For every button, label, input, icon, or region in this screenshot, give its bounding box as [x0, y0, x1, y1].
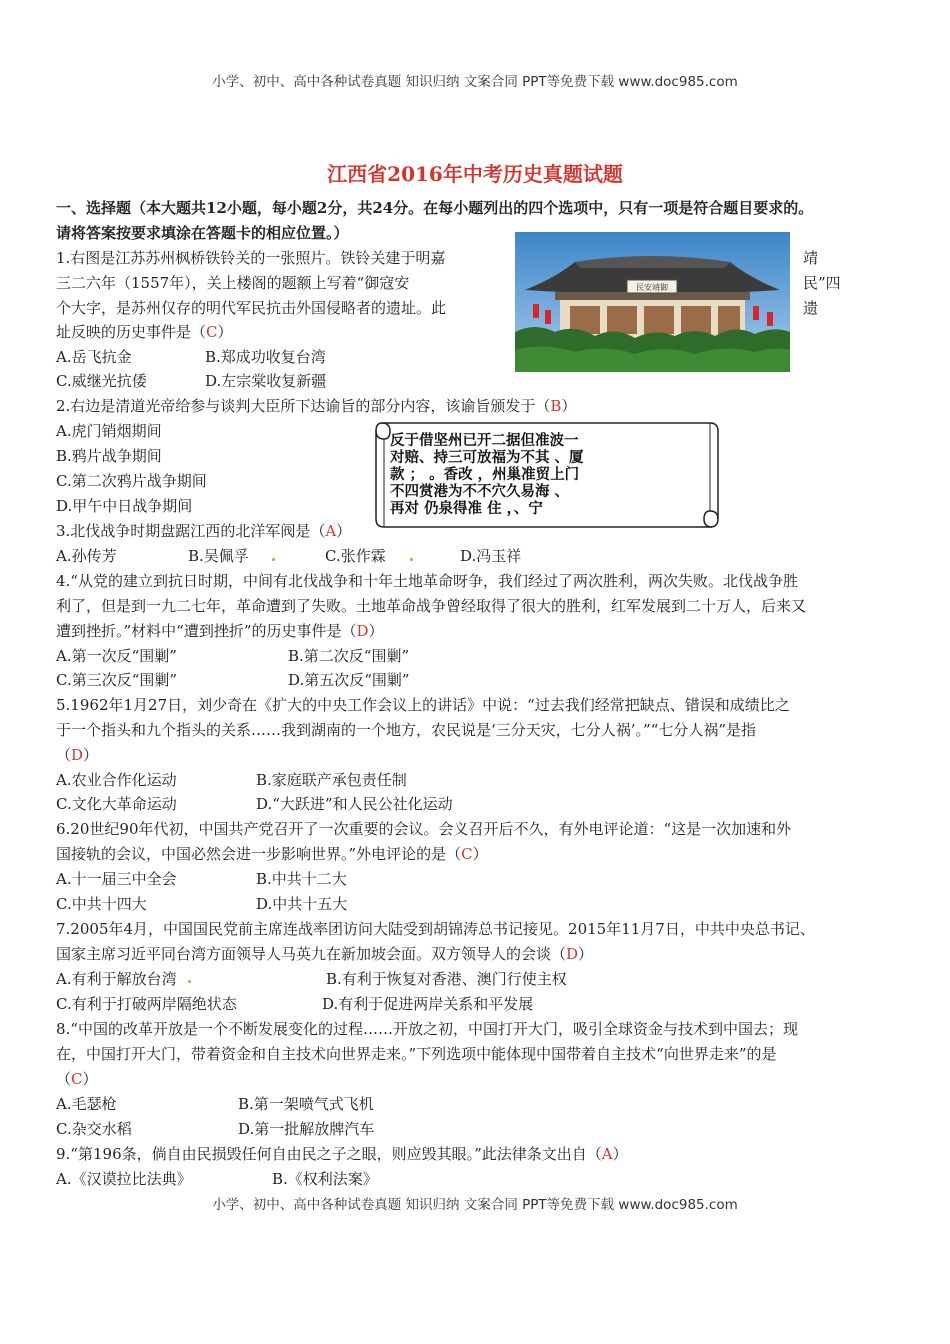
q9-option-a: A.《汉谟拉比法典》: [56, 1170, 192, 1188]
q5-option-a: A.农业合作化运动: [56, 771, 177, 789]
q2-answer: B: [550, 397, 562, 415]
q9-stem: 9.“第196条，倘自由民损毁任何自由民之子之眼，则应毁其眼。”此法律条文出自（A）: [56, 1145, 628, 1163]
q1-stem-line2: 三二六年（1557年），关上楼阁的题额上写着“御寇安: [56, 274, 410, 292]
q4-option-d: D.第五次反“围剿”: [288, 671, 410, 689]
q5-stem-line2: 于一个指头和九个指头的关系……我到湖南的一个地方，农民说是‘三分天灾，七分人祸’。”“七分人祸”是指: [56, 721, 757, 739]
q1-stem-line3-right: 遗: [803, 299, 819, 317]
q8-stem-line1: 8.“中国的改革开放是一个不断发展变化的过程……开放之初，中国打开大门，吸引全球资金与技术到中国去；现: [56, 1020, 798, 1038]
q8-answer: C: [71, 1070, 83, 1088]
q1-option-a: A.岳飞抗金: [56, 348, 132, 366]
edict-line: 反于借坚州已开二据但准波一: [390, 433, 579, 449]
q5-option-b: B.家庭联产承包责任制: [256, 771, 407, 789]
q7-stem-line1: 7.2005年4月，中国国民党前主席连战率团访问大陆受到胡锦涛总书记接见。2015年11月7日，中共中央总书记、: [56, 920, 815, 938]
q9-option-b: B.《权利法案》: [272, 1170, 378, 1188]
edict-line: 不四赏港为不不穴久易海 、: [390, 484, 570, 500]
q7-option-c: C.有利于打破两岸隔绝状态: [56, 995, 237, 1013]
edict-line: 再对 仍泉得准 住 ，、宁: [390, 501, 543, 517]
page-title: 江西省2016年中考历史真题试题: [327, 162, 623, 186]
q4-option-c: C.第三次反“围剿”: [56, 671, 178, 689]
q5-answer: D: [71, 746, 84, 764]
q4-stem-line3: 遭到挫折。”材料中“遭到挫折”的历史事件是（D）: [56, 622, 384, 640]
q3-option-a: A.孙传芳: [56, 547, 117, 565]
page-footer: 小学、初中、高中各种试卷真题 知识归纳 文案合同 PPT等免费下载 www.doc985.com: [212, 1197, 738, 1213]
q6-option-c: C.中共十四大: [56, 895, 147, 913]
q1-stem-line3: 个大字，是苏州仅存的明代军民抗击外国侵略者的遗址。此: [56, 299, 447, 317]
q5-stem-line1: 5.1962年1月27日，刘少奇在《扩大的中央工作会议上的讲话》中说：“过去我们经常把缺点、错误和成绩比之: [56, 696, 790, 714]
q3-stem: 3.北伐战争时期盘踞江西的北洋军阀是（A）: [56, 522, 352, 540]
q2-option-d: D.甲午中日战争期间: [56, 497, 193, 515]
edict-line: 款 ； 。香改 ，州巢准贸上门: [390, 467, 580, 483]
q7-option-a: A.有利于解放台湾: [56, 970, 177, 988]
edict-text: [390, 433, 710, 518]
q4-stem-line1: 4.“从党的建立到抗日时期，中间有北伐战争和十年土地革命呀争，我们经过了两次胜利，两次失败。北伐战争胜: [56, 572, 798, 590]
q1-answer: C: [206, 323, 218, 341]
q7-option-d: D.有利于促进两岸关系和平发展: [322, 995, 534, 1013]
q2-stem: 2.右边是清道光帝给参与谈判大臣所下达谕旨的部分内容，该谕旨颁发于（B）: [56, 397, 577, 415]
q9-answer: A: [601, 1145, 613, 1163]
speck: [188, 980, 191, 983]
q8-stem-line3: （C）: [56, 1070, 98, 1088]
q3-option-d: D.冯玉祥: [460, 547, 522, 565]
gate-sign-text: 民安靖御: [636, 283, 668, 292]
q8-stem-line2: 在，中国打开大门，带着资金和自主技术向世界走来。”下列选项中能体现中国带着自主技术“向世界走来”的是: [56, 1045, 777, 1063]
q1-option-c: C.威继光抗倭: [56, 372, 147, 390]
q7-option-b: B.有利于恢复对香港、澳门行使主权: [326, 970, 567, 988]
q3-option-b: B.吴佩孚: [188, 547, 249, 565]
q5-option-c: C.文化大革命运动: [56, 795, 177, 813]
q1-option-b: B.郑成功收复台湾: [205, 348, 326, 366]
q1-stem-line4: 址反映的历史事件是（C）: [56, 323, 233, 341]
q6-answer: C: [461, 845, 473, 863]
q1-stem-line2-right: 民”四: [803, 274, 841, 292]
q1-stem-line1-right: 靖: [803, 249, 819, 267]
q1-stem-line1: 1.右图是江苏苏州枫桥铁铃关的一张照片。铁铃关建于明嘉: [56, 249, 446, 267]
q6-option-a: A.十一届三中全会: [56, 870, 177, 888]
q8-option-d: D.第一批解放牌汽车: [238, 1120, 375, 1138]
section-instruction: 一、选择题（本大题共12小题，每小题2分，共24分。在每小题列出的四个选项中，只有一项是符合题目要求的。: [56, 199, 814, 217]
q2-option-b: B.鸦片战争期间: [56, 447, 162, 465]
page-header: 小学、初中、高中各种试卷真题 知识归纳 文案合同 PPT等免费下载 www.doc985.com: [212, 74, 738, 90]
speck: [272, 558, 275, 561]
q8-option-c: C.杂交水稻: [56, 1120, 132, 1138]
q6-stem-line1: 6.20世纪90年代初，中国共产党召开了一次重要的会议。会义召开后不久，有外电评论道：“这是一次加速和外: [56, 820, 792, 838]
q4-option-a: A.第一次反“围剿”: [56, 647, 177, 665]
section-instruction-2: 请将答案按要求填涂在答题卡的相应位置。）: [56, 224, 349, 242]
edict-line: 对赔、持三可放福为不其 、厦: [390, 450, 584, 466]
q6-option-b: B.中共十二大: [256, 870, 347, 888]
q4-answer: D: [356, 622, 369, 640]
q1-option-d: D.左宗棠收复新疆: [205, 372, 327, 390]
q6-stem-line2: 国接轨的会议，中国必然会进一步影响世界。”外电评论的是（C）: [56, 845, 488, 863]
q4-option-b: B.第二次反“围剿”: [288, 647, 410, 665]
q8-option-b: B.第一架喷气式飞机: [238, 1095, 374, 1113]
q5-stem-line3: （D）: [56, 746, 99, 764]
q5-option-d: D.“大跃进”和人民公社化运动: [256, 795, 453, 813]
q3-answer: A: [325, 522, 337, 540]
q2-option-a: A.虎门销烟期间: [56, 422, 162, 440]
q8-option-a: A.毛瑟枪: [56, 1095, 117, 1113]
q7-answer: D: [566, 945, 579, 963]
q4-stem-line2: 利了，但是到一九二七年，革命遭到了失败。土地革命战争曾经取得了很大的胜利，红军发展到二十万人，后来又: [56, 597, 807, 615]
q7-stem-line2: 国家主席习近平同台湾方面领导人马英九在新加坡会面。双方领导人的会谈（D）: [56, 945, 594, 963]
speck: [410, 558, 413, 561]
q3-option-c: C.张作霖: [325, 547, 386, 565]
q2-option-c: C.第二次鸦片战争期间: [56, 472, 207, 490]
gate-photo: [515, 232, 790, 372]
q6-option-d: D.中共十五大: [256, 895, 348, 913]
